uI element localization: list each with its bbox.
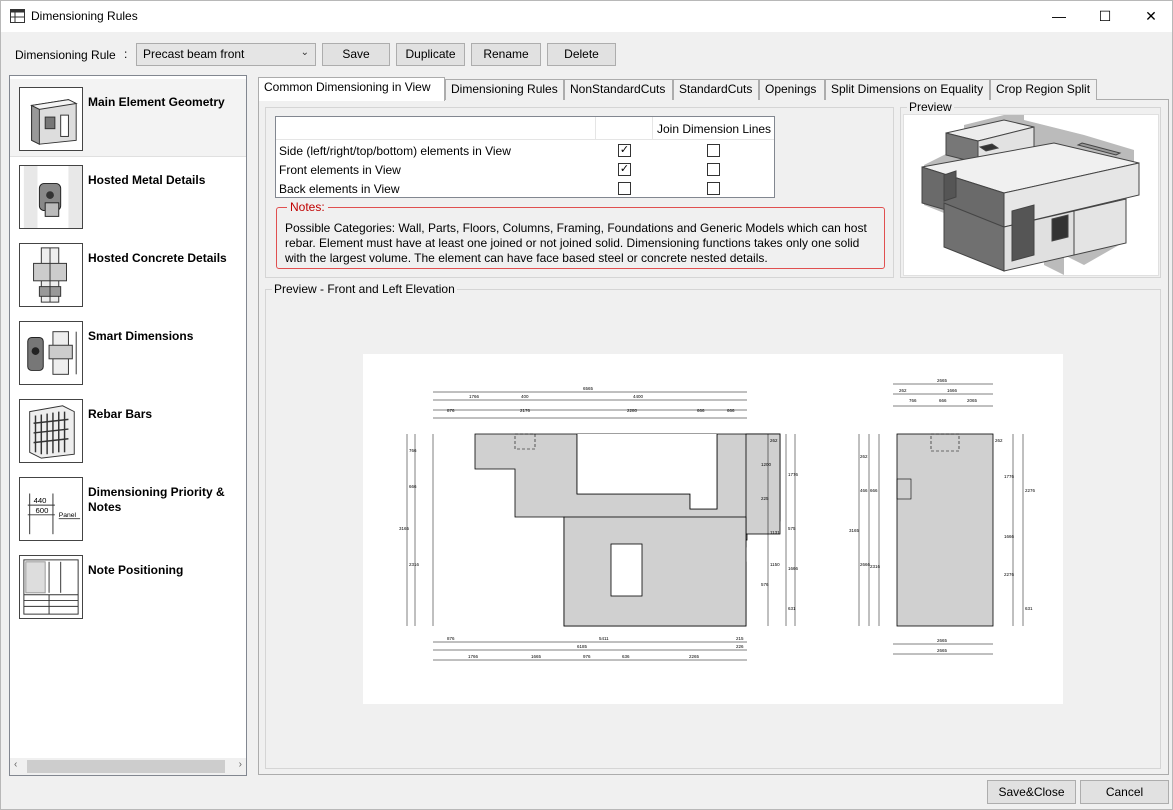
nav-label: Dimensioning Priority & Notes [88, 485, 225, 514]
dim-front-top-1: 1766 [469, 394, 480, 399]
dim-front-left-3: 2316 [409, 562, 420, 567]
tab-openings[interactable]: Openings [759, 79, 825, 100]
dim-front-right-6: 576 [761, 582, 769, 587]
join-checkbox[interactable] [707, 144, 720, 157]
cancel-button[interactable]: Cancel [1080, 780, 1169, 804]
dim-front-bottom-9: 2265 [689, 654, 700, 659]
dim-side-top-2: 1666 [947, 388, 958, 393]
main-geometry-icon [19, 87, 83, 151]
include-checkbox[interactable]: ✓ [619, 144, 630, 156]
grid-header-include [596, 117, 653, 140]
dim-side-right-3: 1666 [1004, 534, 1015, 539]
dim-side-left-2: 466 [860, 488, 868, 493]
join-checkbox[interactable] [707, 163, 720, 176]
dim-front-right-8: 1666 [788, 566, 799, 571]
grid-row [276, 179, 774, 198]
tab-standard-cuts[interactable]: StandardCuts [673, 79, 759, 100]
dim-side-bottom-0: 2665 [937, 638, 948, 643]
dim-front-bottom-8: 636 [622, 654, 630, 659]
preview-title: Preview [909, 100, 952, 114]
dim-front-top-7: 666 [697, 408, 705, 413]
tab-crop-region-split[interactable]: Crop Region Split [990, 79, 1097, 100]
dim-side-left-0: 3165 [849, 528, 860, 533]
close-button[interactable]: ✕ [1145, 8, 1157, 24]
priority-thumb-value: 440 [33, 496, 47, 506]
category-list[interactable] [9, 75, 247, 776]
nav-label: Main Element Geometry [88, 95, 225, 109]
dim-front-top-4: 876 [447, 408, 455, 413]
tab-split-dimensions[interactable]: Split Dimensions on Equality [825, 79, 990, 100]
nav-item-hosted-concrete-details[interactable] [10, 235, 246, 313]
delete-button[interactable]: Delete [547, 43, 616, 66]
front-opening-top [611, 544, 642, 596]
title-bar [1, 1, 1172, 32]
dim-front-top-8: 666 [727, 408, 735, 413]
front-lower-block [564, 517, 746, 626]
window-title: Dimensioning Rules [31, 9, 138, 23]
scroll-thumb[interactable] [27, 760, 225, 773]
elevation-svg [363, 354, 1063, 704]
elevation-title: Preview - Front and Left Elevation [274, 282, 455, 296]
nav-label: Hosted Concrete Details [88, 251, 227, 265]
rename-button[interactable]: Rename [471, 43, 541, 66]
dim-front-right-7: 1150 [770, 562, 780, 567]
dim-front-left-1: 666 [409, 484, 417, 489]
dim-side-left-1: 262 [860, 454, 868, 459]
dim-front-top-6: 2280 [627, 408, 638, 413]
nav-label: Rebar Bars [88, 407, 153, 421]
notes-box [276, 200, 885, 269]
dim-front-right-1: 1200 [761, 462, 772, 467]
side-elevation-shape [897, 434, 993, 626]
duplicate-button[interactable]: Duplicate [396, 43, 465, 66]
grid-header-join: Join Dimension Lines [653, 117, 774, 140]
tab-dimensioning-rules[interactable]: Dimensioning Rules [445, 79, 564, 100]
dim-side-left-5: 2316 [870, 564, 881, 569]
note-positioning-icon [19, 555, 83, 619]
rule-select[interactable] [136, 43, 316, 66]
nav-label: Note Positioning [88, 563, 184, 577]
dim-front-right-4: 1131 [770, 530, 780, 535]
dim-side-top-4: 666 [939, 398, 947, 403]
dim-front-bottom-1: 5411 [599, 636, 609, 641]
rule-colon: : [124, 47, 128, 61]
grid-row-label: Side (left/right/top/bottom) elements in View [279, 144, 511, 158]
notes-title: Notes: [287, 200, 328, 214]
dim-front-left-2: 3165 [399, 526, 410, 531]
include-checkbox[interactable] [618, 182, 631, 195]
dim-side-right-2: 2276 [1025, 488, 1036, 493]
hosted-metal-icon [19, 165, 83, 229]
dim-side-right-1: 1776 [1004, 474, 1015, 479]
save-button[interactable]: Save [322, 43, 390, 66]
dim-front-top-2: 400 [521, 394, 529, 399]
rule-select-value: Precast beam front [143, 47, 245, 61]
priority-thumb-tag: Panel [58, 511, 77, 519]
dim-front-right-2: 1776 [788, 472, 799, 477]
front-right-ledge [746, 434, 780, 534]
nav-item-rebar-bars[interactable] [10, 391, 246, 469]
grid-row [276, 141, 774, 160]
nav-item-hosted-metal-details[interactable] [10, 157, 246, 235]
dim-side-bottom-1: 2665 [937, 648, 948, 653]
dim-front-top-0: 6565 [583, 386, 594, 391]
elevation-drawing [363, 354, 1063, 704]
maximize-button[interactable]: ☐ [1098, 8, 1112, 24]
priority-notes-icon [19, 477, 83, 541]
chevron-down-icon: ⌄ [300, 47, 309, 58]
dim-side-top-1: 262 [899, 388, 907, 393]
precast-element-3d [904, 115, 1160, 277]
scroll-left-icon[interactable]: ‹ [14, 759, 18, 770]
dim-side-top-3: 766 [909, 398, 917, 403]
dim-front-bottom-2: 215 [736, 636, 744, 641]
grid-header-label [276, 117, 596, 140]
dim-front-bottom-3: 6185 [577, 644, 588, 649]
grid-row-label: Front elements in View [279, 163, 401, 177]
toolbar [1, 38, 1172, 68]
dim-front-bottom-4: 226 [736, 644, 744, 649]
nav-label: Hosted Metal Details [88, 173, 206, 187]
preview-3d [903, 114, 1159, 276]
dim-front-bottom-6: 1665 [531, 654, 542, 659]
dim-front-top-3: 4400 [633, 394, 644, 399]
nav-item-main-element-geometry[interactable] [10, 79, 246, 157]
minimize-button[interactable]: — [1052, 8, 1066, 24]
dim-side-left-3: 666 [870, 488, 878, 493]
nav-item-smart-dimensions[interactable] [10, 313, 246, 391]
dim-front-bottom-0: 876 [447, 636, 455, 641]
dim-side-right-0: 262 [995, 438, 1003, 443]
nav-item-note-positioning[interactable] [10, 547, 246, 625]
save-close-button[interactable]: Save&Close [987, 780, 1076, 804]
dim-side-left-4: 2666 [860, 562, 871, 567]
dim-side-top-5: 2065 [967, 398, 978, 403]
include-checkbox[interactable]: ✓ [619, 163, 630, 175]
elements-grid[interactable] [275, 116, 775, 198]
grid-row-label: Back elements in View [279, 182, 400, 196]
grid-row [276, 160, 774, 179]
rebar-bars-icon [19, 399, 83, 463]
dim-front-bottom-7: 976 [583, 654, 591, 659]
dim-front-right-0: 262 [770, 438, 778, 443]
app-table-icon [10, 9, 25, 23]
join-checkbox[interactable] [707, 182, 720, 195]
hosted-concrete-icon [19, 243, 83, 307]
dim-front-bottom-5: 1766 [468, 654, 479, 659]
priority-thumb-value2: 600 [35, 505, 49, 515]
dim-front-right-9: 631 [788, 606, 796, 611]
scroll-right-icon[interactable]: › [238, 759, 242, 770]
dim-side-top-0: 2665 [937, 378, 948, 383]
dim-front-right-3: 225 [761, 496, 769, 501]
nav-item-dimensioning-priority-notes[interactable] [10, 469, 246, 547]
tab-nonstandard-cuts[interactable]: NonStandardCuts [564, 79, 673, 100]
nav-label: Smart Dimensions [88, 329, 194, 343]
dimensioning-rule-label: Dimensioning Rule [15, 48, 116, 62]
dim-side-right-4: 2276 [1004, 572, 1015, 577]
horizontal-scrollbar[interactable] [10, 758, 246, 775]
tab-common-dimensioning[interactable]: Common Dimensioning in View [258, 77, 445, 101]
smart-dimensions-icon [19, 321, 83, 385]
dim-front-right-5: 575 [788, 526, 796, 531]
notes-text: Possible Categories: Wall, Parts, Floors, Columns, Framing, Foundations and Generic Models which can host rebar. Element must have at least one joined or not joined solid. Dimensioning functions takes only one solid with the largest volume. The element can have face based steel or concrete nested details. [285, 221, 867, 265]
dim-front-top-5: 2176 [520, 408, 531, 413]
dim-front-left-0: 766 [409, 448, 417, 453]
dim-side-right-5: 631 [1025, 606, 1033, 611]
